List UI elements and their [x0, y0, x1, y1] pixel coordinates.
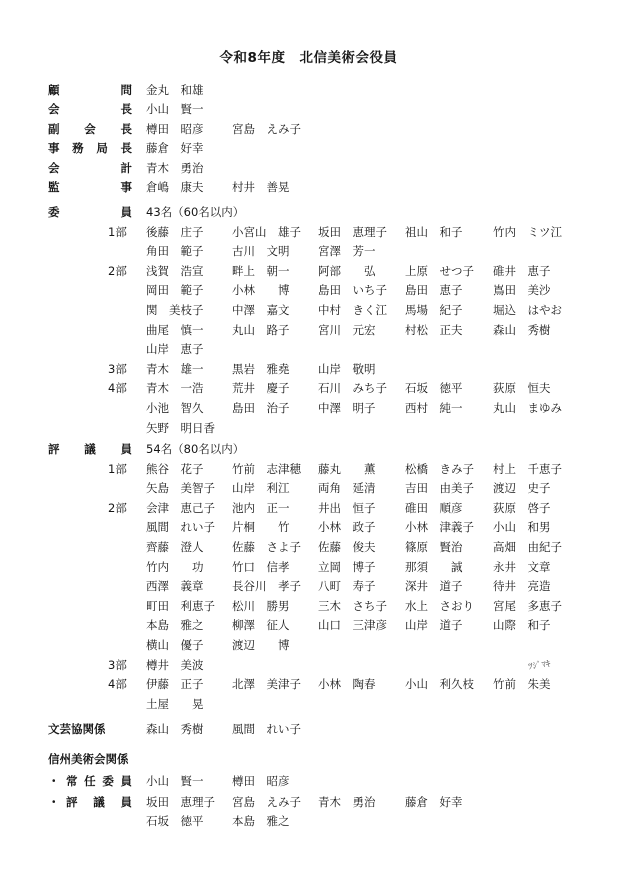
member-name: 風間 れい子 [232, 722, 301, 736]
label-char: 事 [48, 141, 60, 156]
member-name: 曲尾 慎一 [146, 322, 204, 337]
label-char: 員 [120, 205, 132, 219]
officer-row [0, 100, 617, 119]
member-name: 島田 恵子 [405, 283, 463, 298]
member-name: 阿部 弘 [318, 263, 376, 278]
member-name: 会津 恵己子 [146, 500, 215, 515]
member-name: 荻原 啓子 [493, 500, 551, 515]
member-name: 村松 正夫 [405, 322, 463, 337]
officer-row [0, 178, 617, 197]
committee-row [0, 223, 617, 243]
member-name: 浅賀 浩宣 [146, 263, 204, 278]
member-name: 矢島 美智子 [146, 481, 215, 496]
committee-row [0, 399, 617, 419]
member-name: 片桐 竹 [232, 520, 290, 535]
label-char: 員 [120, 774, 132, 788]
council-row [0, 499, 617, 519]
member-name: 熊谷 花子 [146, 461, 204, 476]
council-section [0, 440, 617, 714]
member-name: 深井 道子 [405, 579, 463, 594]
member-name: 竹口 信孝 [232, 559, 290, 574]
shinshu-heading-row [0, 750, 617, 769]
member-name: 石川 みち子 [318, 381, 387, 396]
member-name: 青木 雄一 [146, 361, 204, 376]
department-label: 1部 [108, 461, 127, 476]
member-name: 風間 れい子 [146, 520, 215, 535]
member-name: 石坂 徳平 [405, 381, 463, 396]
member-name: 山岸 恵子 [146, 342, 204, 357]
member-name: 小山 賢一 [146, 102, 204, 117]
committee-row [0, 321, 617, 341]
committee-count: 43名（60名以内） [146, 205, 245, 219]
member-name: 小山 和男 [493, 520, 551, 535]
member-name: 藤倉 好幸 [146, 141, 204, 156]
member-name: 坂田 恵理子 [146, 795, 215, 809]
committee-row [0, 360, 617, 380]
member-name: 荻原 恒夫 [493, 381, 551, 396]
council-row [0, 518, 617, 538]
label-char: 評 [48, 442, 60, 456]
officer-title [48, 178, 132, 197]
member-name: 荒井 慶子 [232, 381, 290, 396]
label-char: 会 [84, 121, 96, 136]
council-row [0, 636, 617, 656]
committee-section [0, 203, 617, 438]
label-char: 問 [120, 83, 132, 97]
council-row [0, 460, 617, 480]
handwritten-note: ﾂｼﾞﾏｷ [527, 659, 552, 673]
member-name: 樽田 昭彦 [232, 774, 290, 788]
member-name: 岡田 範子 [146, 283, 204, 298]
member-name: 村井 善晃 [232, 179, 290, 194]
member-name: 竹内 ミツ江 [493, 224, 562, 239]
council-row [0, 656, 617, 676]
member-name: 小宮山 雄子 [232, 224, 301, 239]
member-name: 角田 範子 [146, 244, 204, 259]
member-name: 小山 賢一 [146, 774, 204, 788]
council-row [0, 616, 617, 636]
member-name: 畔上 朝一 [232, 263, 290, 278]
member-name: 竹前 志津穂 [232, 461, 301, 476]
label-char: 監 [48, 179, 60, 194]
member-name: 碓田 順彦 [405, 500, 463, 515]
label-char: 員 [120, 795, 132, 809]
document-title: 令和8年度 北信美術会役員 [219, 50, 398, 66]
member-name: 小林 陶春 [318, 677, 376, 692]
member-name: 森山 秀樹 [146, 722, 204, 736]
member-name: 古川 文明 [232, 244, 290, 259]
member-name: 両角 延清 [318, 481, 376, 496]
council-header-row [0, 440, 617, 460]
officer-title [48, 100, 132, 119]
member-name: 吉田 由美子 [405, 481, 474, 496]
shinshu-council-row [0, 812, 617, 831]
council-row [0, 675, 617, 695]
officer-title [48, 81, 132, 100]
member-name: 樽田 昭彦 [146, 121, 204, 136]
member-name: 金丸 和雄 [146, 83, 204, 97]
label-char: 長 [120, 102, 132, 117]
committee-row [0, 419, 617, 439]
member-name: 本島 雅之 [232, 814, 290, 828]
member-name: 関 美枝子 [146, 302, 204, 317]
member-name: 渡辺 史子 [493, 481, 551, 496]
label-char: 任 [84, 774, 96, 788]
officer-title [48, 139, 132, 158]
label-char: 委 [48, 205, 60, 219]
bunka-title: 文芸協関係 [48, 722, 106, 736]
member-name: 小池 智久 [146, 400, 204, 415]
label-char: 計 [120, 160, 132, 175]
label-char: 員 [120, 442, 132, 456]
label-char: 議 [93, 795, 105, 809]
member-name: 宮尾 多恵子 [493, 598, 562, 613]
committee-row [0, 262, 617, 282]
member-name: 北澤 美津子 [232, 677, 301, 692]
officer-row [0, 159, 617, 178]
label-char: 常 [66, 774, 78, 788]
member-name: 西澤 義章 [146, 579, 204, 594]
member-name: 宮川 元宏 [318, 322, 376, 337]
member-name: 伊藤 正子 [146, 677, 204, 692]
label-char: 務 [72, 141, 84, 156]
member-name: 島田 いち子 [318, 283, 387, 298]
member-name: 小林 政子 [318, 520, 376, 535]
shinshu-standing-title [66, 772, 132, 791]
member-name: 竹内 功 [146, 559, 204, 574]
bunka-row [0, 720, 617, 739]
officer-title [48, 120, 132, 139]
label-char: 長 [120, 121, 132, 136]
member-name: 佐藤 さよ子 [232, 539, 301, 554]
member-name: 西村 純一 [405, 400, 463, 415]
committee-row [0, 242, 617, 262]
council-row [0, 479, 617, 499]
member-name: 中澤 明子 [318, 400, 376, 415]
label-char: 会 [48, 160, 60, 175]
member-name: 小林 津義子 [405, 520, 474, 535]
member-name: 八町 寿子 [318, 579, 376, 594]
member-name: 上原 せつ子 [405, 263, 474, 278]
member-name: 柳澤 征人 [232, 618, 290, 633]
member-name: 高畑 由紀子 [493, 539, 562, 554]
member-name: 待井 亮造 [493, 579, 551, 594]
shinshu-section [0, 750, 617, 831]
member-name: 齊藤 澄人 [146, 539, 204, 554]
officer-row [0, 81, 617, 100]
member-name: 宮島 えみ子 [232, 795, 301, 809]
label-char: 長 [120, 141, 132, 156]
member-name: 山岸 敬明 [318, 361, 376, 376]
member-name: 横山 優子 [146, 637, 204, 652]
member-name: 水上 さおり [405, 598, 474, 613]
department-label: 3部 [108, 361, 127, 376]
label-char: 議 [84, 442, 96, 456]
bullet-mark: ・ [48, 774, 60, 788]
member-name: 本島 雅之 [146, 618, 204, 633]
member-name: 矢野 明日香 [146, 420, 215, 435]
officer-row [0, 120, 617, 139]
member-name: 永井 文章 [493, 559, 551, 574]
department-label: 4部 [108, 677, 127, 692]
member-name: 篠原 賢治 [405, 539, 463, 554]
department-label: 2部 [108, 263, 127, 278]
officer-title [48, 159, 132, 178]
member-name: 村上 千恵子 [493, 461, 562, 476]
member-name: 山口 三津彦 [318, 618, 387, 633]
member-name: 中澤 嘉文 [232, 302, 290, 317]
department-label: 3部 [108, 657, 127, 672]
member-name: 那須 誠 [405, 559, 463, 574]
member-name: 小山 利久枝 [405, 677, 474, 692]
bullet-mark: ・ [48, 795, 60, 809]
member-name: 石坂 徳平 [146, 814, 204, 828]
member-name: 小林 博 [232, 283, 290, 298]
shinshu-heading: 信州美術会関係 [48, 752, 129, 766]
member-name: 森山 秀樹 [493, 322, 551, 337]
council-count: 54名（80名以内） [146, 442, 245, 456]
member-name: 山岸 利江 [232, 481, 290, 496]
member-name: 坂田 恵理子 [318, 224, 387, 239]
council-title [48, 440, 132, 459]
council-row [0, 597, 617, 617]
member-name: 後藤 庄子 [146, 224, 204, 239]
member-name: 宮島 えみ子 [232, 121, 301, 136]
member-name: 樽井 美波 [146, 657, 204, 672]
committee-row [0, 301, 617, 321]
member-name: 藤倉 好幸 [405, 795, 463, 809]
member-name: 中村 きく江 [318, 302, 387, 317]
label-char: 顧 [48, 83, 60, 97]
member-name: 松川 勝男 [232, 598, 290, 613]
member-name: 宮澤 芳一 [318, 244, 376, 259]
member-name: 山際 和子 [493, 618, 551, 633]
member-name: 丸山 まゆみ [493, 400, 562, 415]
member-name: 祖山 和子 [405, 224, 463, 239]
committee-row [0, 281, 617, 301]
label-char: 会 [48, 102, 60, 117]
member-name: 馬場 紀子 [405, 302, 463, 317]
committee-row [0, 340, 617, 360]
label-char: 事 [120, 179, 132, 194]
member-name: 青木 勇治 [318, 795, 376, 809]
member-name: 嶌田 美沙 [493, 283, 551, 298]
department-label: 2部 [108, 500, 127, 515]
member-name: 町田 利恵子 [146, 598, 215, 613]
member-name: 井出 恒子 [318, 500, 376, 515]
committee-title [48, 203, 132, 222]
council-row [0, 538, 617, 558]
department-label: 4部 [108, 381, 127, 396]
member-name: 池内 正一 [232, 500, 290, 515]
label-char: 評 [66, 795, 78, 809]
committee-row [0, 379, 617, 399]
member-name: 倉嶋 康夫 [146, 179, 204, 194]
member-name: 山岸 道子 [405, 618, 463, 633]
shinshu-standing-row [0, 772, 617, 791]
member-name: 青木 勇治 [146, 160, 204, 175]
officer-row [0, 139, 617, 158]
member-name: 長谷川 孝子 [232, 579, 301, 594]
member-name: 渡辺 博 [232, 637, 290, 652]
member-name: 丸山 路子 [232, 322, 290, 337]
bunka-section [0, 720, 617, 739]
member-name: 青木 一浩 [146, 381, 204, 396]
member-name: 立岡 博子 [318, 559, 376, 574]
member-name: 堀込 はやお [493, 302, 562, 317]
member-name: 島田 治子 [232, 400, 290, 415]
member-name: 黒岩 雅堯 [232, 361, 290, 376]
member-name: 土屋 晃 [146, 696, 204, 711]
member-name: 碓井 恵子 [493, 263, 551, 278]
member-name: 佐藤 俊夫 [318, 539, 376, 554]
label-char: 委 [102, 774, 114, 788]
label-char: 局 [96, 141, 108, 156]
member-name: 藤丸 薫 [318, 461, 376, 476]
member-name: 松橋 きみ子 [405, 461, 474, 476]
council-row [0, 558, 617, 578]
department-label: 1部 [108, 224, 127, 239]
member-name: 三木 さち子 [318, 598, 387, 613]
council-row [0, 577, 617, 597]
officers-section [0, 81, 617, 197]
label-char: 副 [48, 121, 60, 136]
committee-header-row [0, 203, 617, 223]
council-row [0, 695, 617, 715]
shinshu-council-title [66, 793, 132, 812]
member-name: 竹前 朱美 [493, 677, 551, 692]
shinshu-council-row [0, 793, 617, 812]
